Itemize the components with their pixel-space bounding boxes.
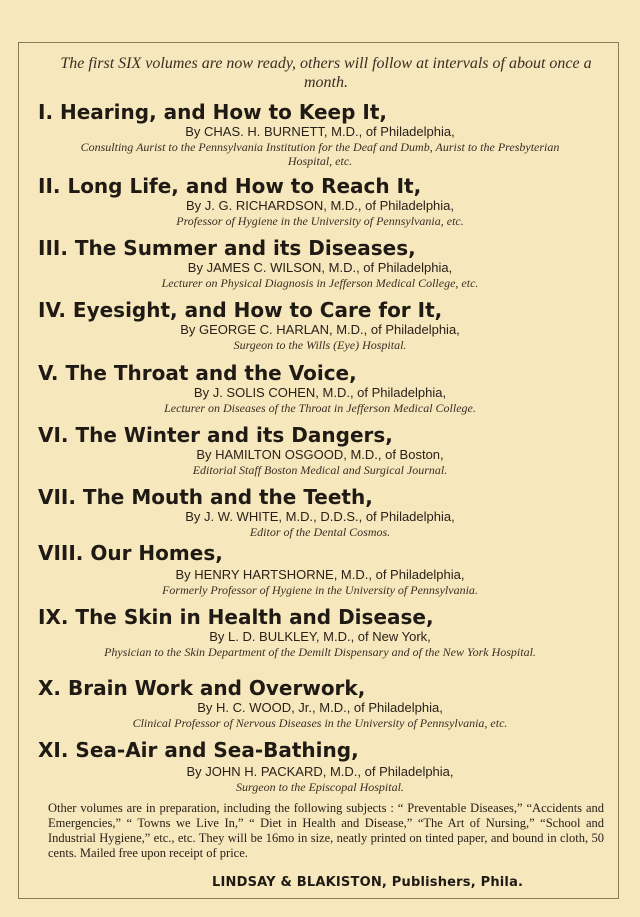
entry-author: By GEORGE C. HARLAN, M.D., of Philadelphia, [180,322,460,337]
footer-note: Other volumes are in preparation, including the following subjects : “ Preventable Diseases,” “Accidents and Emergencies,” “ Towns we Live In,” “ Diet in Health and Disease,” “The Art of Nursing,” “School and Industrial Hygiene,” etc., etc. They will be 16mo in size, neatly printed on tinted paper, and bound in cloth, 50 cents. Mailed free upon receipt of price. [48,801,604,860]
intro-text: The first SIX volumes are now ready, others will follow at intervals of about once a month. [60,55,592,91]
entry-author: By H. C. WOOD, Jr., M.D., of Philadelphia, [197,700,443,715]
entry-description: Editorial Staff Boston Medical and Surgical Journal. [192,463,448,477]
entry-author: By L. D. BULKLEY, M.D., of New York, [209,629,431,644]
entry-description: Lecturer on Diseases of the Throat in Jefferson Medical College. [164,401,476,415]
entry-description: Editor of the Dental Cosmos. [249,525,391,539]
entry-title: X. Brain Work and Overwork, [38,676,366,700]
entry-title: IX. The Skin in Health and Disease, [38,605,434,629]
entry-author: By JAMES C. WILSON, M.D., of Philadelphia, [187,260,453,275]
entry-author: By HAMILTON OSGOOD, M.D., of Boston, [196,447,444,462]
entry-description: Surgeon to the Episcopal Hospital. [236,780,404,794]
entry-description: Physician to the Skin Department of the Demilt Dispensary and of the New York Hospital. [104,645,536,659]
entry-description: Lecturer on Physical Diagnosis in Jefferson Medical College, etc. [161,276,479,290]
entry-title: VI. The Winter and its Dangers, [38,423,393,447]
entry-title: V. The Throat and the Voice, [38,361,357,385]
entry-title: IV. Eyesight, and How to Care for It, [38,298,443,322]
entry-author: By JOHN H. PACKARD, M.D., of Philadelphia, [186,764,454,779]
entry-description: Consulting Aurist to the Pennsylvania Institution for the Deaf and Dumb, Aurist to the Presbyterian Hospital, etc. [80,140,560,168]
entry-title: III. The Summer and its Diseases, [38,236,416,260]
entry-author: By J. G. RICHARDSON, M.D., of Philadelphia, [185,198,455,213]
entry-title: I. Hearing, and How to Keep It, [38,100,387,124]
entry-title: VIII. Our Homes, [38,541,223,565]
entry-description: Formerly Professor of Hygiene in the University of Pennsylvania. [162,583,478,597]
entry-author: By J. W. WHITE, M.D., D.D.S., of Philadelphia, [185,509,455,524]
entry-description: Clinical Professor of Nervous Diseases in the University of Pennsylvania, etc. [132,716,508,730]
entry-description: Surgeon to the Wills (Eye) Hospital. [233,338,407,352]
entry-title: VII. The Mouth and the Teeth, [38,485,373,509]
entry-author: By J. SOLIS COHEN, M.D., of Philadelphia, [193,385,447,400]
entry-author: By HENRY HARTSHORNE, M.D., of Philadelphia, [175,567,465,582]
entry-author: By CHAS. H. BURNETT, M.D., of Philadelphia, [185,124,455,139]
entry-title: II. Long Life, and How to Reach It, [38,174,422,198]
publisher-line: LINDSAY & BLAKISTON, Publishers, Phila. [212,875,524,890]
entry-description: Professor of Hygiene in the University of Pennsylvania, etc. [176,214,464,228]
entry-title: XI. Sea-Air and Sea-Bathing, [38,738,359,762]
